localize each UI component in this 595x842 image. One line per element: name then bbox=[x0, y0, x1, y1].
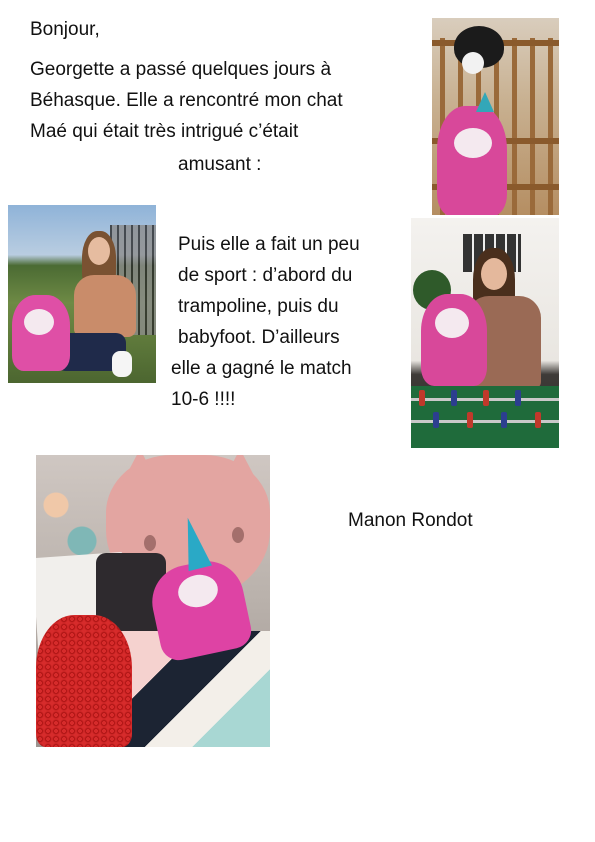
paragraph2-line1: Puis elle a fait un peu bbox=[178, 234, 360, 255]
paragraph2-line2: de sport : d’abord du bbox=[178, 265, 353, 286]
paragraph2-line6: 10-6 !!!! bbox=[171, 389, 236, 410]
photo-girl-babyfoot bbox=[411, 218, 559, 448]
photo-girl-trampoline bbox=[8, 205, 156, 383]
paragraph2-line5: elle a gagné le match bbox=[171, 358, 352, 379]
paragraph1-line1: Georgette a passé quelques jours à bbox=[30, 59, 332, 80]
paragraph1-line3: Maé qui était très intrigué c’était bbox=[30, 121, 299, 142]
sequin-pillow bbox=[36, 615, 132, 747]
paragraph1-line2: Béhasque. Elle a rencontré mon chat bbox=[30, 90, 343, 111]
babyfoot-table bbox=[411, 386, 559, 448]
girl bbox=[88, 237, 110, 265]
paragraph2-line4: babyfoot. D’ailleurs bbox=[178, 327, 340, 348]
pinata bbox=[437, 106, 507, 215]
signature: Manon Rondot bbox=[348, 510, 473, 531]
paragraph2-line3: trampoline, puis du bbox=[178, 296, 339, 317]
paragraph1-line4: amusant : bbox=[178, 154, 262, 175]
photo-cat-on-stairs bbox=[432, 18, 559, 215]
girl bbox=[481, 258, 507, 290]
photo-pinata-pillows bbox=[36, 455, 270, 747]
greeting: Bonjour, bbox=[30, 19, 100, 40]
